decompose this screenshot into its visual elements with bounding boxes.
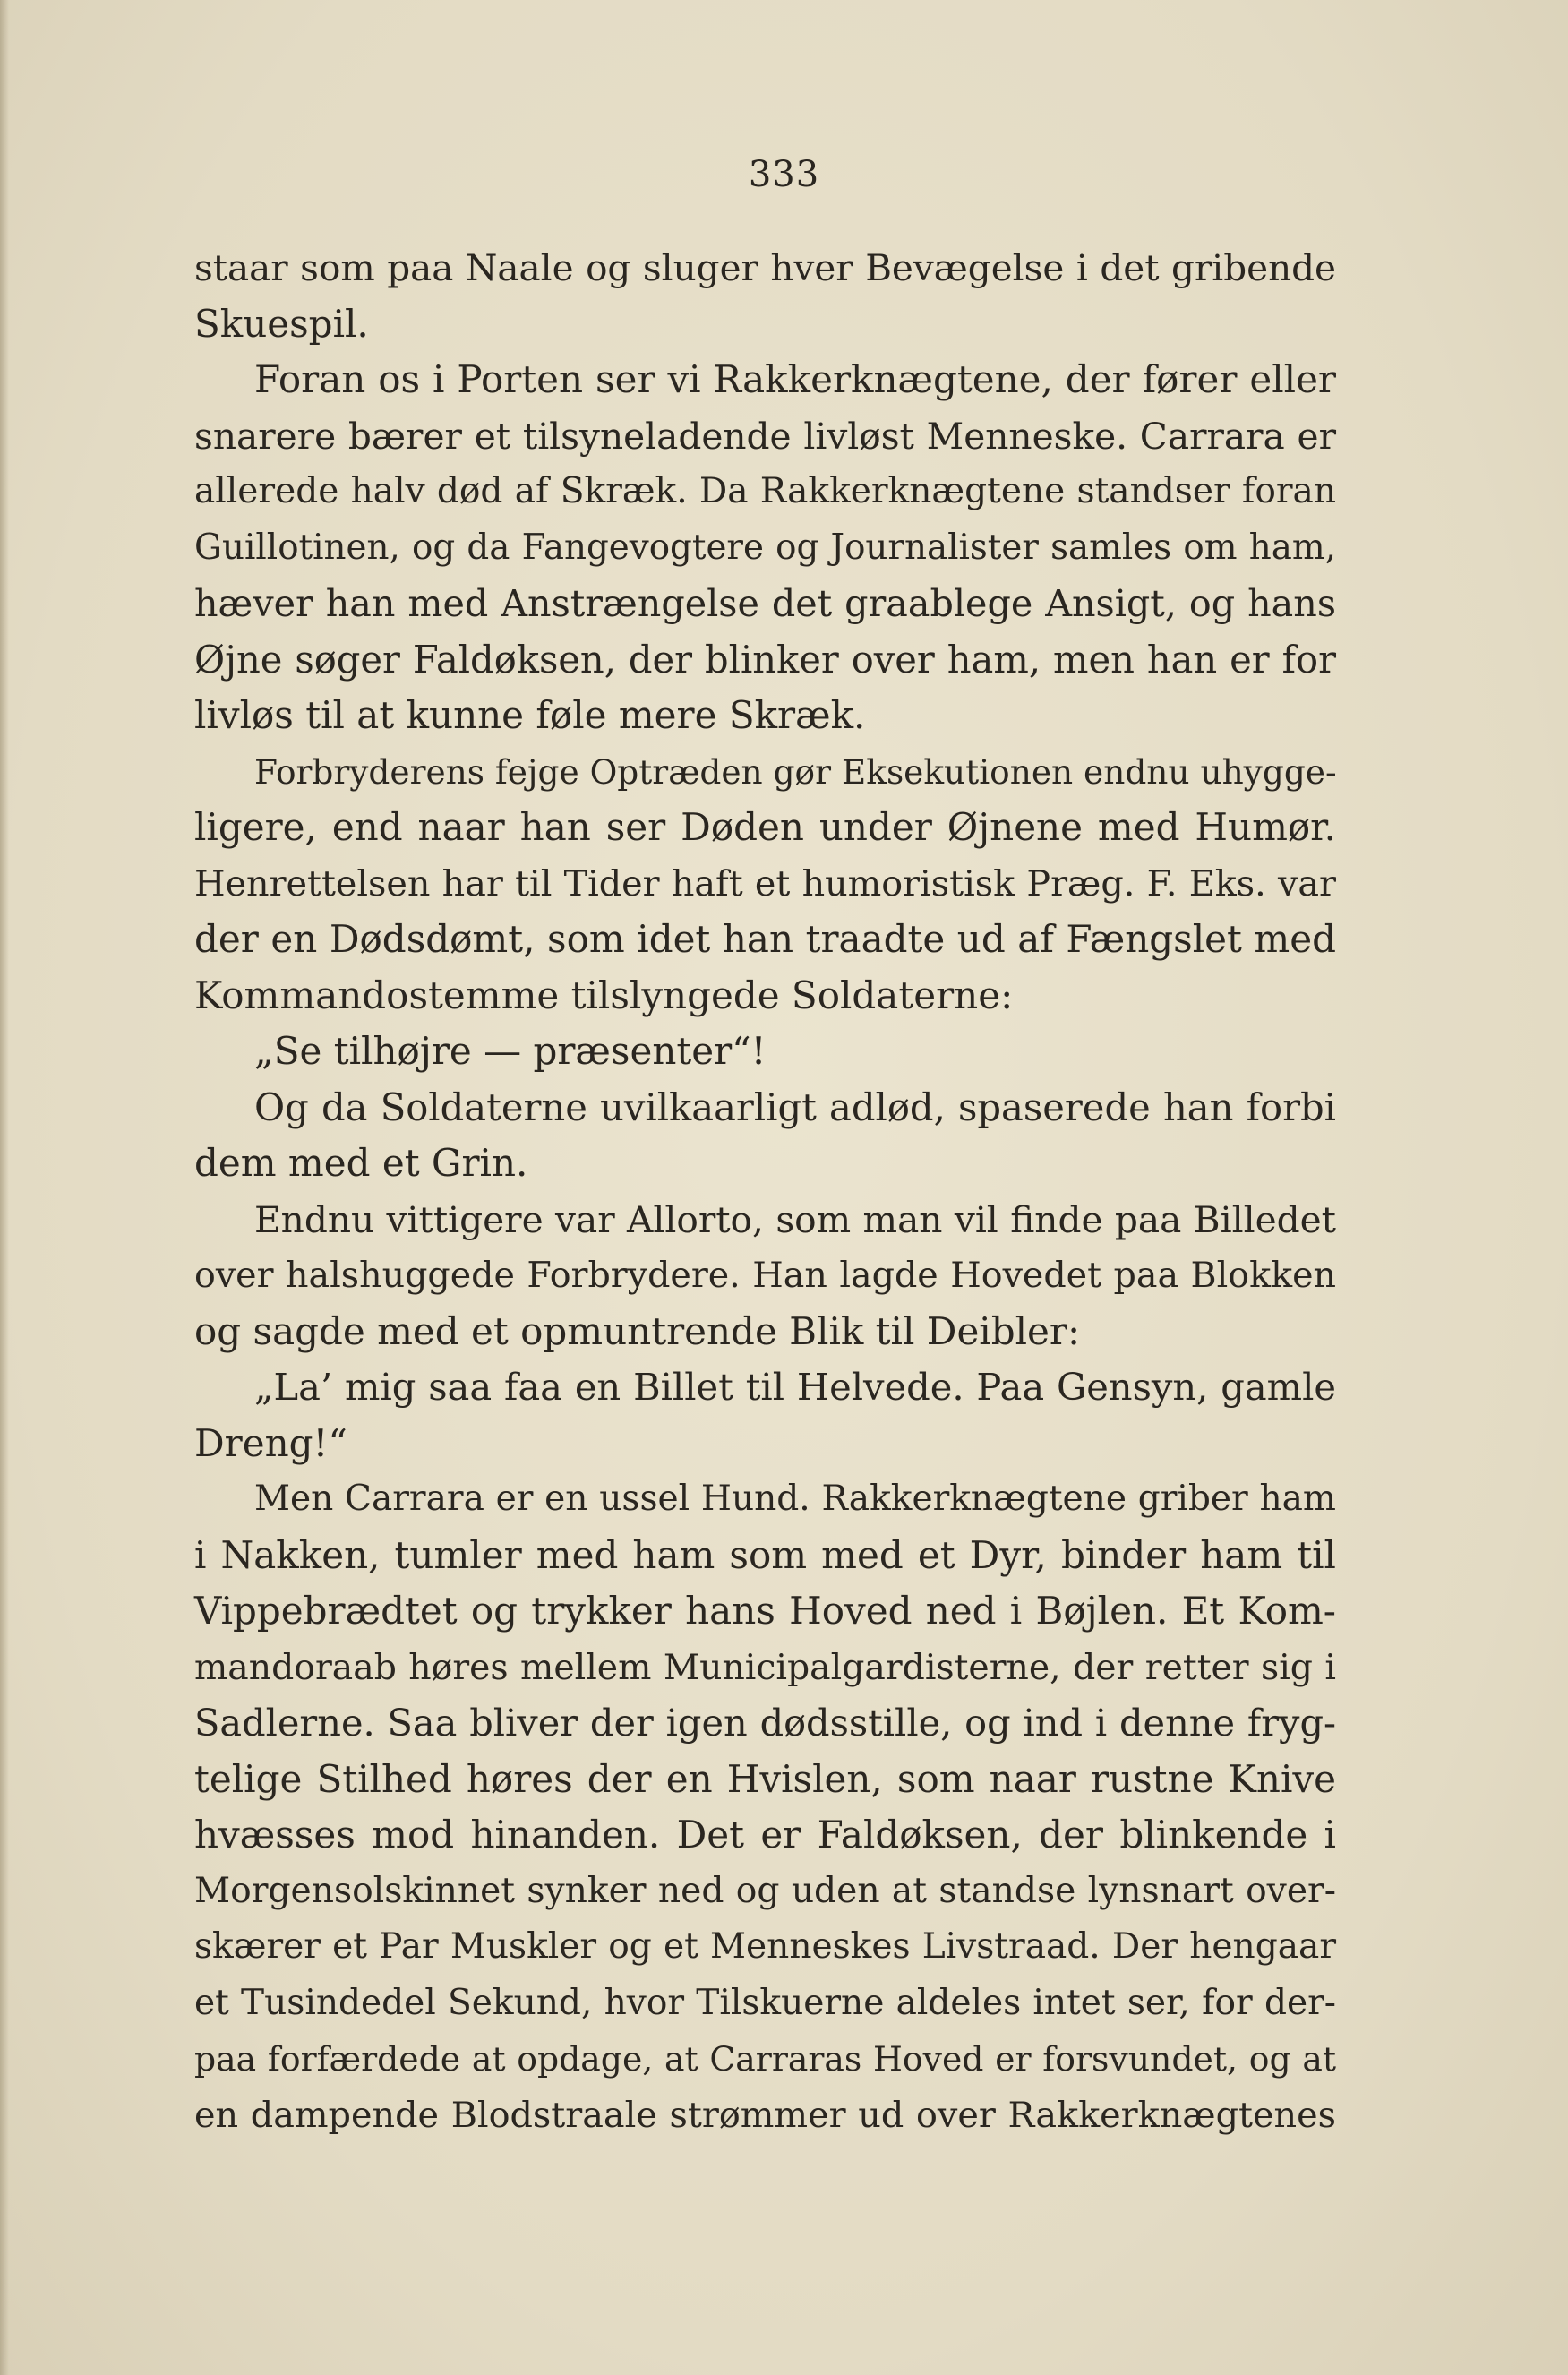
text-line: „La’ mig saa faa en Billet til Helvede. Paa Gensyn, gamle bbox=[254, 1365, 1336, 1409]
text-line: en dampende Blodstraale strømmer ud over Rakkerknægtenes bbox=[194, 2094, 1336, 2136]
text-line: Men Carrara er en ussel Hund. Rakkerknægtene griber ham bbox=[254, 1479, 1336, 1519]
text-line: Dreng!“ bbox=[194, 1420, 347, 1465]
text-line: et Tusindedel Sekund, hvor Tilskuerne aldeles intet ser, for der- bbox=[194, 1982, 1336, 2023]
text-line: Vippebrædtet og trykker hans Hoved ned i Bøjlen. Et Kom- bbox=[194, 1589, 1336, 1633]
text-line: og sagde med et opmuntrende Blik til Deibler: bbox=[194, 1308, 1081, 1353]
text-line: skærer et Par Muskler og et Menneskes Livstraad. Der hengaar bbox=[194, 1926, 1336, 1967]
text-line: Sadlerne. Saa bliver der igen dødsstille, og ind i denne fryg- bbox=[194, 1702, 1336, 1745]
text-line: dem med et Grin. bbox=[194, 1141, 528, 1185]
text-line: telige Stilhed høres der en Hvislen, som naar rustne Knive bbox=[194, 1756, 1336, 1801]
page-edge-shadow bbox=[0, 0, 9, 2375]
body-text bbox=[194, 240, 1336, 2143]
text-line: Og da Soldaterne uvilkaarligt adlød, spaserede han forbi bbox=[254, 1085, 1336, 1129]
page-number: 333 bbox=[748, 154, 820, 195]
text-line: hæver han med Anstrængelse det graablege Ansigt, og hans bbox=[194, 582, 1336, 625]
text-line: livløs til at kunne føle mere Skræk. bbox=[194, 693, 866, 737]
text-line: Øjne søger Faldøksen, der blinker over ham, men han er for bbox=[194, 637, 1336, 682]
text-line: Kommandostemme tilslyngede Soldaterne: bbox=[194, 973, 1014, 1017]
text-line: Morgensolskinnet synker ned og uden at standse lynsnart over- bbox=[194, 1870, 1336, 1911]
text-line: hvæsses mod hinanden. Det er Faldøksen, der blinkende i bbox=[194, 1813, 1336, 1856]
text-line: Henrettelsen har til Tider haft et humoristisk Præg. F. Eks. var bbox=[194, 862, 1336, 905]
text-line: Forbryderens fejge Optræden gør Eksekutionen endnu uhygge- bbox=[254, 751, 1337, 792]
text-line: Skuespil. bbox=[194, 301, 369, 346]
text-line: Guillotinen, og da Fangevogtere og Journalister samles om ham, bbox=[194, 527, 1336, 568]
text-line: paa forfærdede at opdage, at Carraras Hoved er forsvundet, og at bbox=[194, 2039, 1336, 2079]
text-line: over halshuggede Forbrydere. Han lagde Hovedet paa Blokken bbox=[194, 1255, 1336, 1296]
text-line: Foran os i Porten ser vi Rakkerknægtene, der fører eller bbox=[254, 357, 1336, 401]
text-line: ligere, end naar han ser Døden under Øjnene med Humør. bbox=[194, 805, 1336, 849]
text-line: Endnu vittigere var Allorto, som man vil finde paa Billedet bbox=[254, 1197, 1336, 1241]
text-line: „Se tilhøjre — præsenter“! bbox=[254, 1029, 767, 1073]
text-line: der en Dødsdømt, som idet han traadte ud af Fængslet med bbox=[194, 917, 1336, 961]
text-line: i Nakken, tumler med ham som med et Dyr, binder ham til bbox=[194, 1532, 1336, 1577]
text-line: allerede halv død af Skræk. Da Rakkerknægtene standser foran bbox=[194, 471, 1336, 511]
text-line: staar som paa Naale og sluger hver Bevægelse i det gribende bbox=[194, 246, 1336, 289]
text-line: snarere bærer et tilsyneladende livløst Menneske. Carrara er bbox=[194, 414, 1336, 458]
text-line: mandoraab høres mellem Municipalgardisterne, der retter sig i bbox=[194, 1646, 1336, 1688]
